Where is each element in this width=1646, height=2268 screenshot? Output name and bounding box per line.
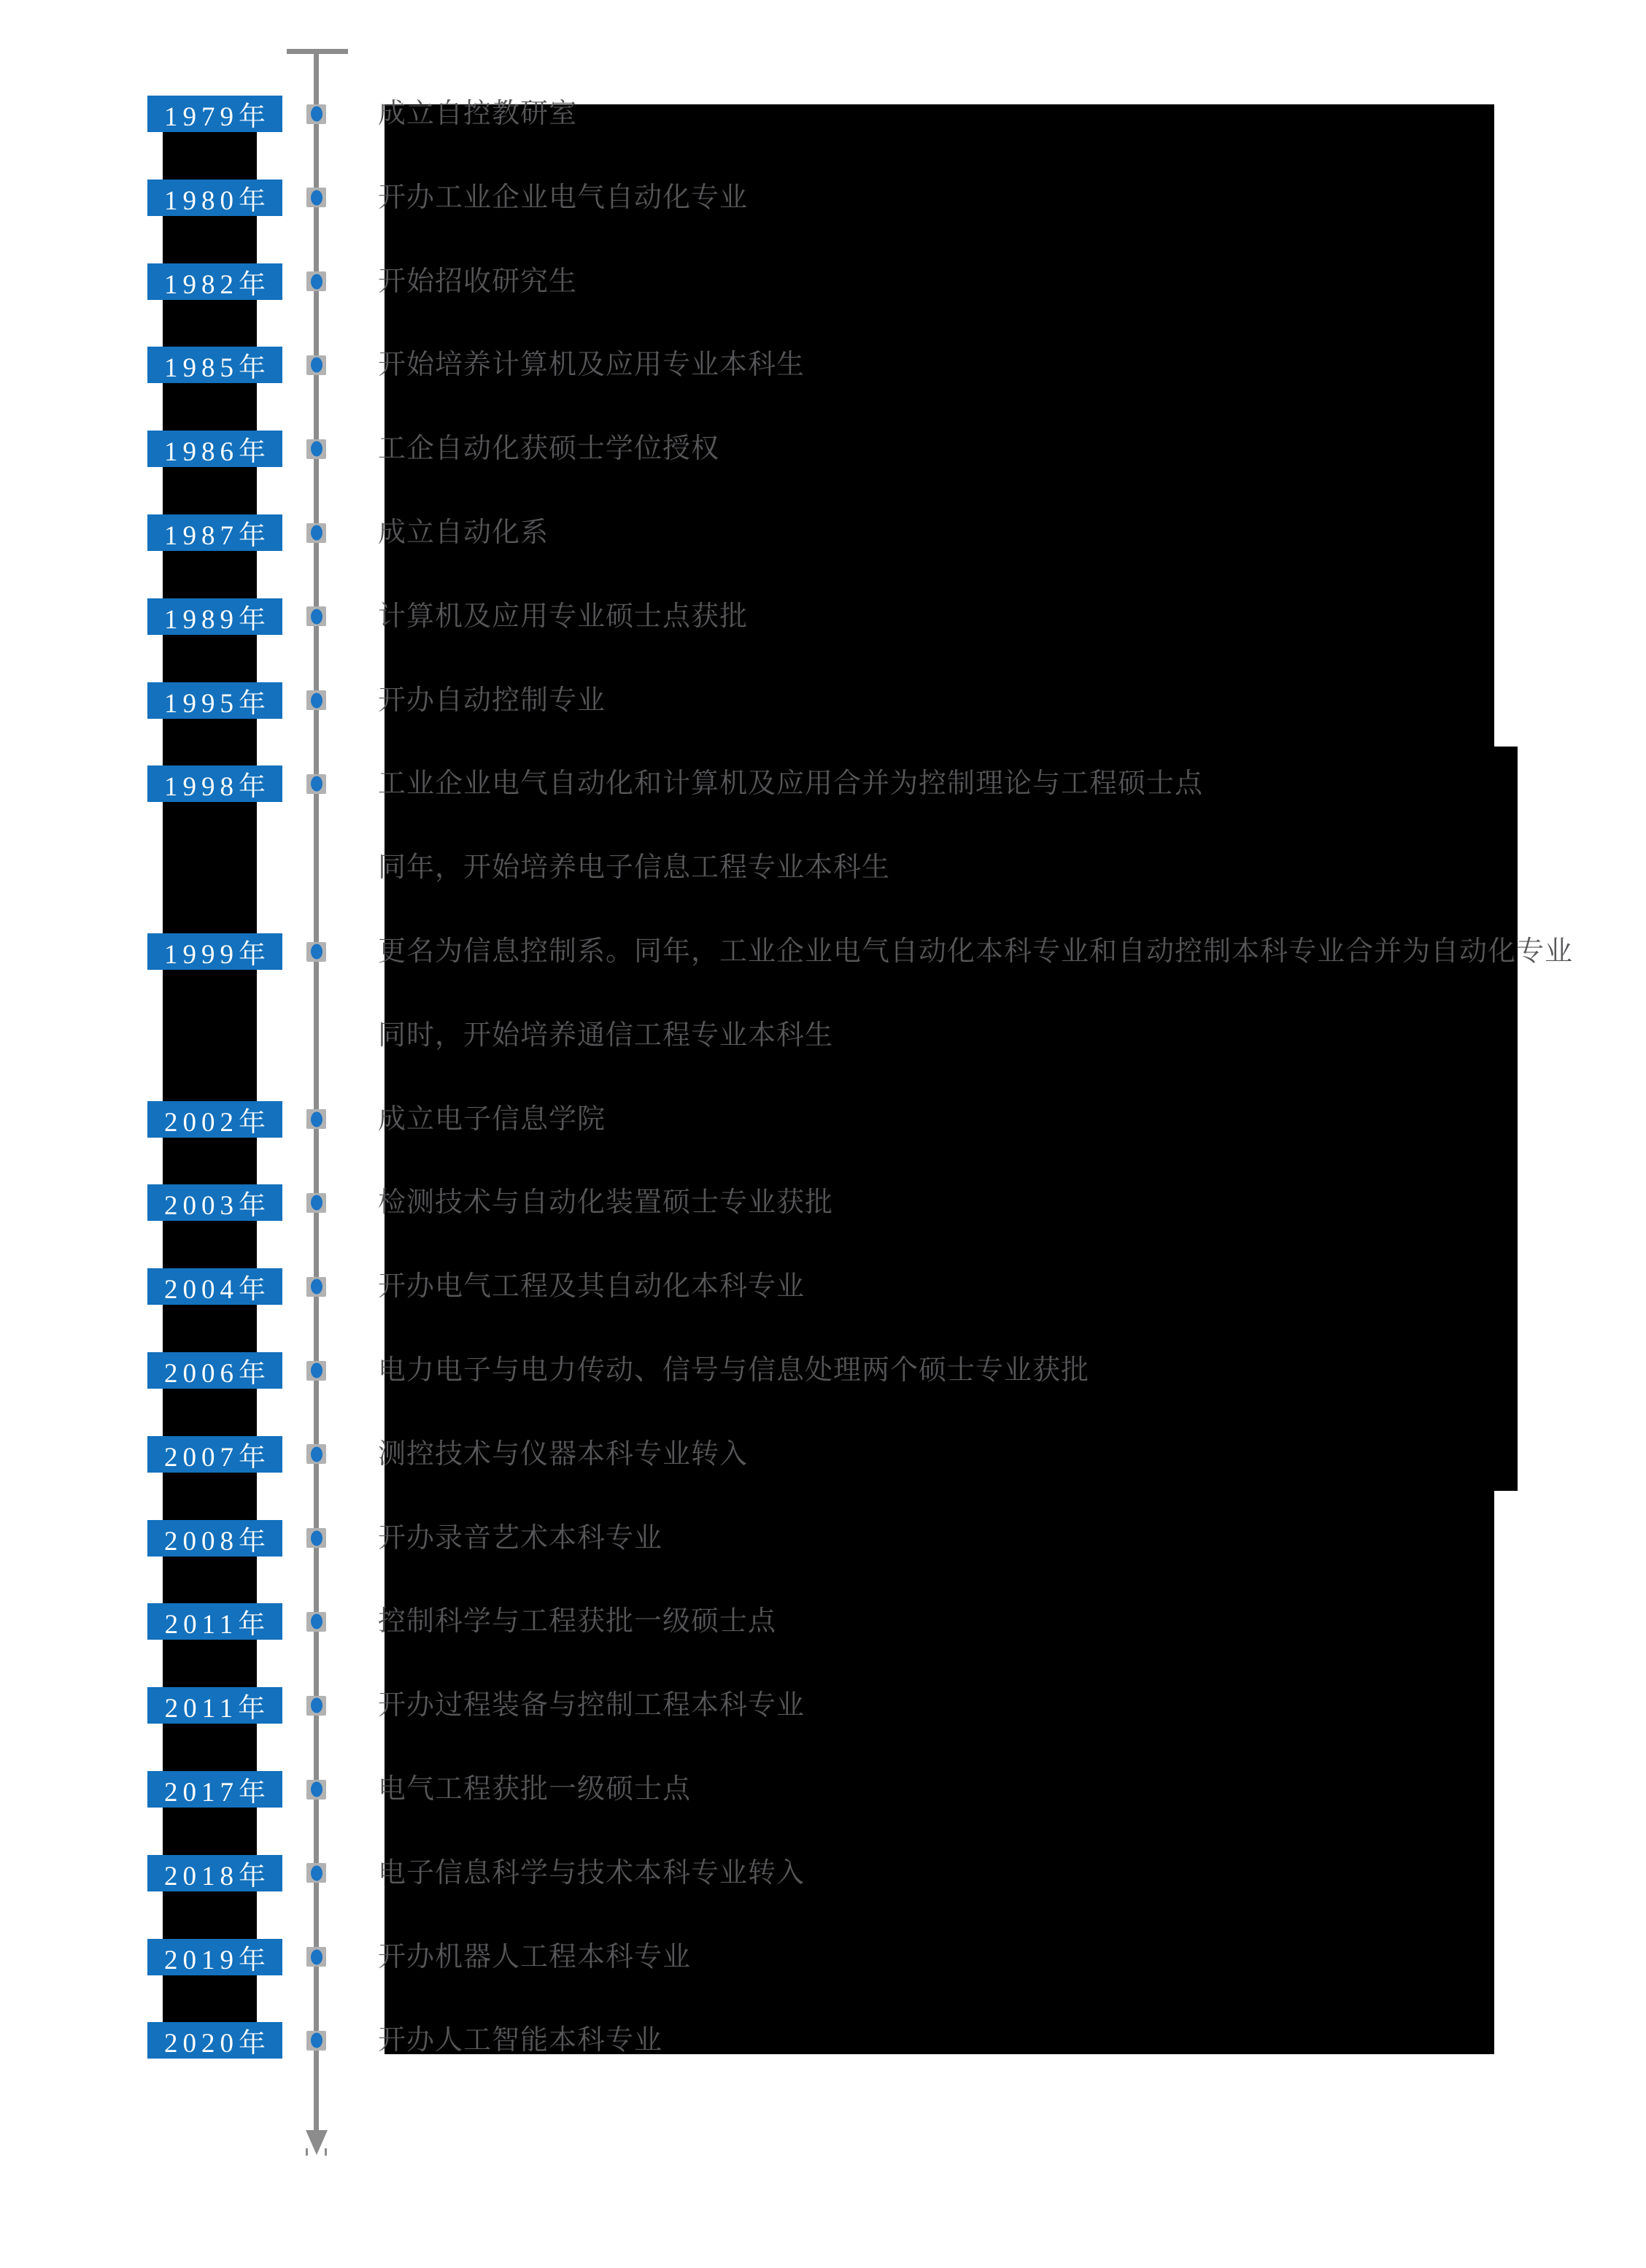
year-badge <box>147 1520 282 1557</box>
marker-dot-icon <box>311 1698 322 1713</box>
timeline-arrow-foot-left <box>306 2148 308 2156</box>
timeline-marker <box>306 1696 326 1716</box>
year-badge <box>147 1352 282 1389</box>
event-text: 电子信息科学与技术本科专业转入 <box>378 1857 805 1889</box>
timeline-marker <box>306 355 326 375</box>
marker-dot-icon <box>311 2033 322 2048</box>
marker-dot-icon <box>311 693 322 708</box>
event-text: 成立自控教研室 <box>378 99 578 129</box>
year-badge-label: 1999年 <box>164 940 271 970</box>
marker-dot-icon <box>311 525 322 541</box>
year-badge <box>147 1603 282 1640</box>
year-badge-label: 2018年 <box>164 1861 271 1891</box>
event-text: 开办过程装备与控制工程本科专业 <box>378 1690 805 1721</box>
event-text: 开办电气工程及其自动化本科专业 <box>378 1271 805 1303</box>
year-badge <box>147 514 282 551</box>
year-badge-label: 1987年 <box>164 521 271 551</box>
timeline-marker <box>306 1361 326 1381</box>
event-text: 工业企业电气自动化和计算机及应用合并为控制理论与工程硕士点 <box>378 768 1204 800</box>
event-text: 开办工业企业电气自动化专业 <box>378 182 749 213</box>
event-text: 开办自动控制专业 <box>378 684 606 716</box>
event-text: 工企自动化获硕士学位授权 <box>378 433 720 465</box>
year-badge <box>147 598 282 635</box>
year-badge <box>147 1771 282 1808</box>
year-badge-label: 2004年 <box>164 1275 271 1305</box>
year-badge <box>147 96 282 132</box>
year-badge <box>147 1184 282 1221</box>
marker-dot-icon <box>311 1446 322 1462</box>
timeline-marker <box>306 1528 326 1548</box>
timeline-marker <box>306 1863 326 1883</box>
year-badge <box>147 1939 282 1975</box>
year-badge <box>147 682 282 719</box>
event-text: 计算机及应用专业硕士点获批 <box>378 601 749 632</box>
event-text: 测控技术与仪器本科专业转入 <box>378 1438 749 1470</box>
year-badge-label: 2002年 <box>164 1107 271 1138</box>
year-badge-label: 2008年 <box>164 1526 271 1557</box>
timeline-marker <box>306 1444 326 1464</box>
year-badge-label: 2019年 <box>164 1945 271 1975</box>
timeline-marker <box>306 439 326 459</box>
year-badge <box>147 347 282 383</box>
year-badge <box>147 1855 282 1891</box>
event-text: 开办人工智能本科专业 <box>378 2025 663 2056</box>
timeline-marker <box>306 523 326 543</box>
year-badge-label: 2011年 <box>164 1694 271 1724</box>
timeline-marker <box>306 1947 326 1967</box>
year-badge <box>147 1101 282 1138</box>
event-text: 电气工程获批一级硕士点 <box>378 1774 692 1805</box>
marker-dot-icon <box>311 358 322 373</box>
year-badge <box>147 1436 282 1473</box>
timeline-marker <box>306 104 326 124</box>
timeline-marker <box>306 1277 326 1297</box>
year-badge-label: 1998年 <box>164 772 271 803</box>
timeline-marker <box>306 188 326 207</box>
year-badge-label: 1979年 <box>164 102 271 132</box>
marker-dot-icon <box>311 1782 322 1797</box>
marker-dot-icon <box>311 609 322 624</box>
year-badge <box>147 765 282 802</box>
event-text: 更名为信息控制系。同年，工业企业电气自动化本科专业和自动控制本科专业合并为自动化专业 <box>378 936 1574 967</box>
year-badge-label: 2017年 <box>164 1778 271 1808</box>
event-text: 开始培养计算机及应用专业本科生 <box>378 350 805 381</box>
timeline-marker <box>306 1193 326 1213</box>
marker-dot-icon <box>311 776 322 792</box>
year-badge <box>147 933 282 970</box>
marker-dot-icon <box>311 107 322 122</box>
marker-dot-icon <box>311 190 322 205</box>
marker-dot-icon <box>311 1363 322 1378</box>
year-badge-label: 2020年 <box>164 2029 271 2059</box>
year-badge <box>147 1268 282 1305</box>
timeline-marker <box>306 1780 326 1800</box>
event-text: 开始招收研究生 <box>378 266 578 297</box>
event-text: 控制科学与工程获批一级硕士点 <box>378 1606 777 1638</box>
marker-dot-icon <box>311 1865 322 1881</box>
timeline-marker <box>306 1109 326 1129</box>
timeline-marker <box>306 1612 326 1632</box>
timeline-marker <box>306 690 326 710</box>
marker-dot-icon <box>311 1111 322 1127</box>
marker-dot-icon <box>311 441 322 457</box>
year-badge-label: 1989年 <box>164 604 271 635</box>
timeline-marker <box>306 606 326 626</box>
year-badge <box>147 180 282 216</box>
timeline-marker <box>306 271 326 291</box>
year-badge <box>147 1687 282 1724</box>
timeline-marker <box>306 2031 326 2051</box>
year-badge <box>147 2022 282 2059</box>
marker-dot-icon <box>311 1949 322 1964</box>
event-text: 开办录音艺术本科专业 <box>378 1522 663 1554</box>
event-text: 同时，开始培养通信工程专业本科生 <box>378 1019 834 1051</box>
year-badge-label: 2007年 <box>164 1442 271 1473</box>
redaction-block-left-column <box>163 104 257 2054</box>
year-badge-label: 1982年 <box>164 269 271 300</box>
event-text: 开办机器人工程本科专业 <box>378 1941 692 1972</box>
year-badge-label: 2006年 <box>164 1359 271 1389</box>
marker-dot-icon <box>311 1195 322 1211</box>
marker-dot-icon <box>311 944 322 960</box>
marker-dot-icon <box>311 1614 322 1629</box>
timeline-marker <box>306 942 326 962</box>
event-text: 成立电子信息学院 <box>378 1103 606 1135</box>
year-badge-label: 1985年 <box>164 353 271 384</box>
event-text: 电力电子与电力传动、信号与信息处理两个硕士专业获批 <box>378 1355 1090 1386</box>
timeline-arrow-foot-right <box>325 2148 327 2156</box>
year-badge-label: 2003年 <box>164 1191 271 1222</box>
marker-dot-icon <box>311 1530 322 1546</box>
year-badge <box>147 431 282 467</box>
event-text: 同年，开始培养电子信息工程专业本科生 <box>378 852 891 884</box>
year-badge <box>147 263 282 300</box>
marker-dot-icon <box>311 274 322 289</box>
event-text: 检测技术与自动化装置硕士专业获批 <box>378 1187 834 1219</box>
year-badge-label: 1980年 <box>164 185 271 216</box>
timeline-marker <box>306 774 326 794</box>
year-badge-label: 1986年 <box>164 437 271 468</box>
marker-dot-icon <box>311 1279 322 1295</box>
event-text: 成立自动化系 <box>378 517 549 548</box>
year-badge-label: 2011年 <box>164 1610 271 1640</box>
year-badge-label: 1995年 <box>164 688 271 719</box>
